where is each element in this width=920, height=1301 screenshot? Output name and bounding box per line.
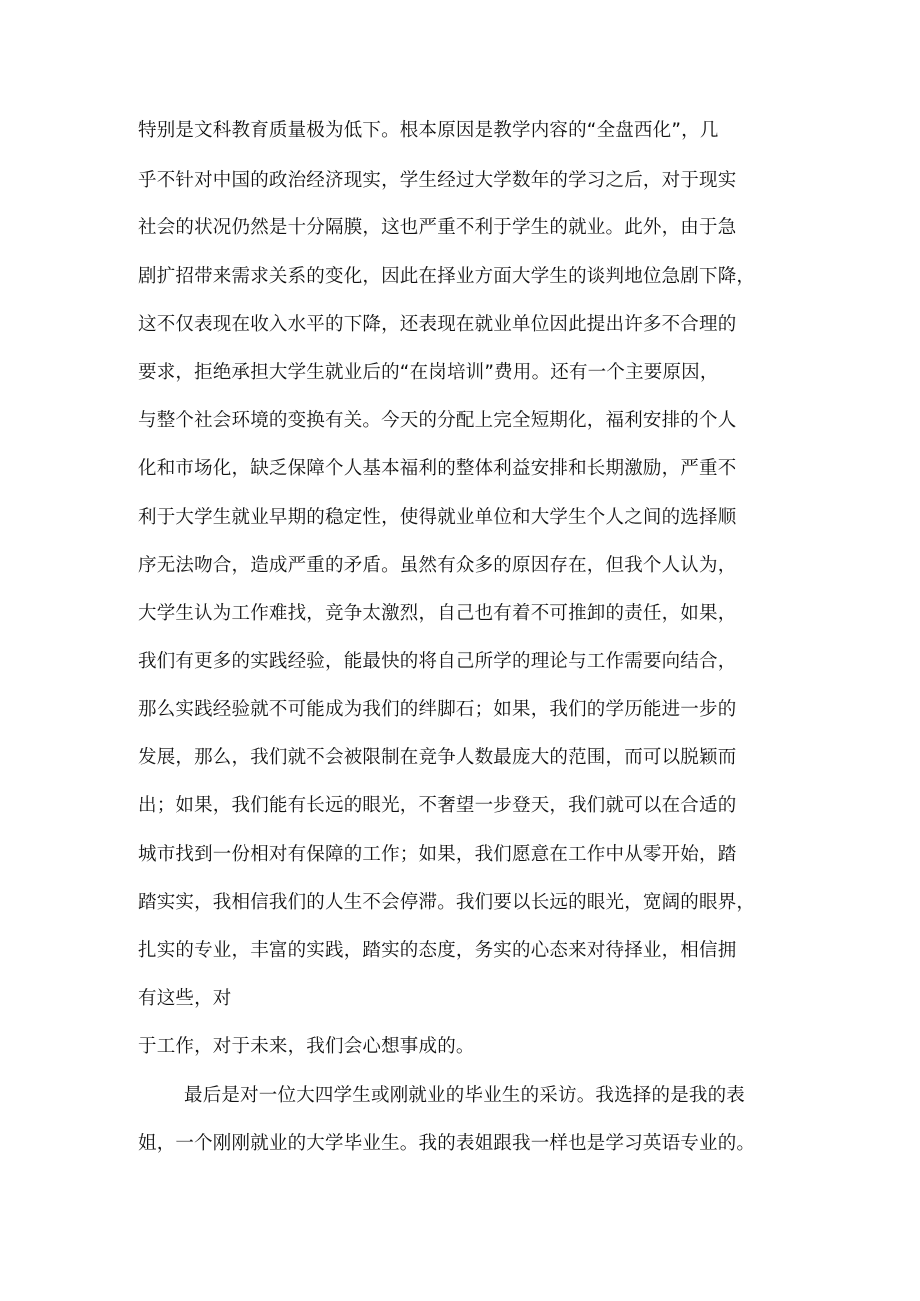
paragraph-first-line: 最后是对一位大四学生或刚就业的毕业生的采访。我选择的是我的表 bbox=[184, 1085, 746, 1106]
text-line: 特别是文科教育质量极为低下。根本原因是教学内容的“全盘西化”，几 bbox=[138, 120, 719, 141]
text-line: 城市找到一份相对有保障的工作；如果，我们愿意在工作中从零开始，踏 bbox=[138, 844, 737, 865]
text-line: 扎实的专业，丰富的实践，踏实的态度，务实的心态来对待择业，相信拥 bbox=[138, 940, 737, 961]
text-line: 于工作，对于未来，我们会心想事成的。 bbox=[138, 1036, 475, 1057]
text-line: 要求，拒绝承担大学生就业后的“在岗培训”费用。还有一个主要原因， bbox=[138, 362, 719, 383]
text-line: 化和市场化，缺乏保障个人基本福利的整体利益安排和长期激励，严重不 bbox=[138, 458, 737, 479]
text-line: 姐，一个刚刚就业的大学毕业生。我的表姐跟我一样也是学习英语专业的。 bbox=[138, 1133, 756, 1154]
text-line: 我们有更多的实践经验，能最快的将自己所学的理论与工作需要向结合， bbox=[138, 651, 737, 672]
text-line: 与整个社会环境的变换有关。今天的分配上完全短期化，福利安排的个人 bbox=[138, 410, 737, 431]
text-line: 大学生认为工作难找，竞争太激烈，自己也有着不可推卸的责任，如果， bbox=[138, 603, 737, 624]
text-line: 出；如果，我们能有长远的眼光，不奢望一步登天，我们就可以在合适的 bbox=[138, 795, 737, 816]
text-line: 社会的状况仍然是十分隔膜，这也严重不利于学生的就业。此外，由于急 bbox=[138, 217, 737, 238]
text-line: 有这些，对 bbox=[138, 988, 232, 1009]
text-line: 序无法吻合，造成严重的矛盾。虽然有众多的原因存在，但我个人认为， bbox=[138, 555, 737, 576]
text-line: 乎不针对中国的政治经济现实，学生经过大学数年的学习之后，对于现实 bbox=[138, 170, 737, 191]
text-line: 发展，那么，我们就不会被限制在竞争人数最庞大的范围，而可以脱颖而 bbox=[138, 747, 737, 768]
text-line: 利于大学生就业早期的稳定性，使得就业单位和大学生个人之间的选择顺 bbox=[138, 507, 737, 528]
text-line: 踏实实，我相信我们的人生不会停滞。我们要以长远的眼光，宽阔的眼界， bbox=[138, 892, 756, 913]
text-line: 剧扩招带来需求关系的变化，因此在择业方面大学生的谈判地位急剧下降， bbox=[138, 266, 756, 287]
text-line: 这不仅表现在收入水平的下降，还表现在就业单位因此提出许多不合理的 bbox=[138, 314, 737, 335]
text-line: 那么实践经验就不可能成为我们的绊脚石；如果，我们的学历能进一步的 bbox=[138, 699, 737, 720]
